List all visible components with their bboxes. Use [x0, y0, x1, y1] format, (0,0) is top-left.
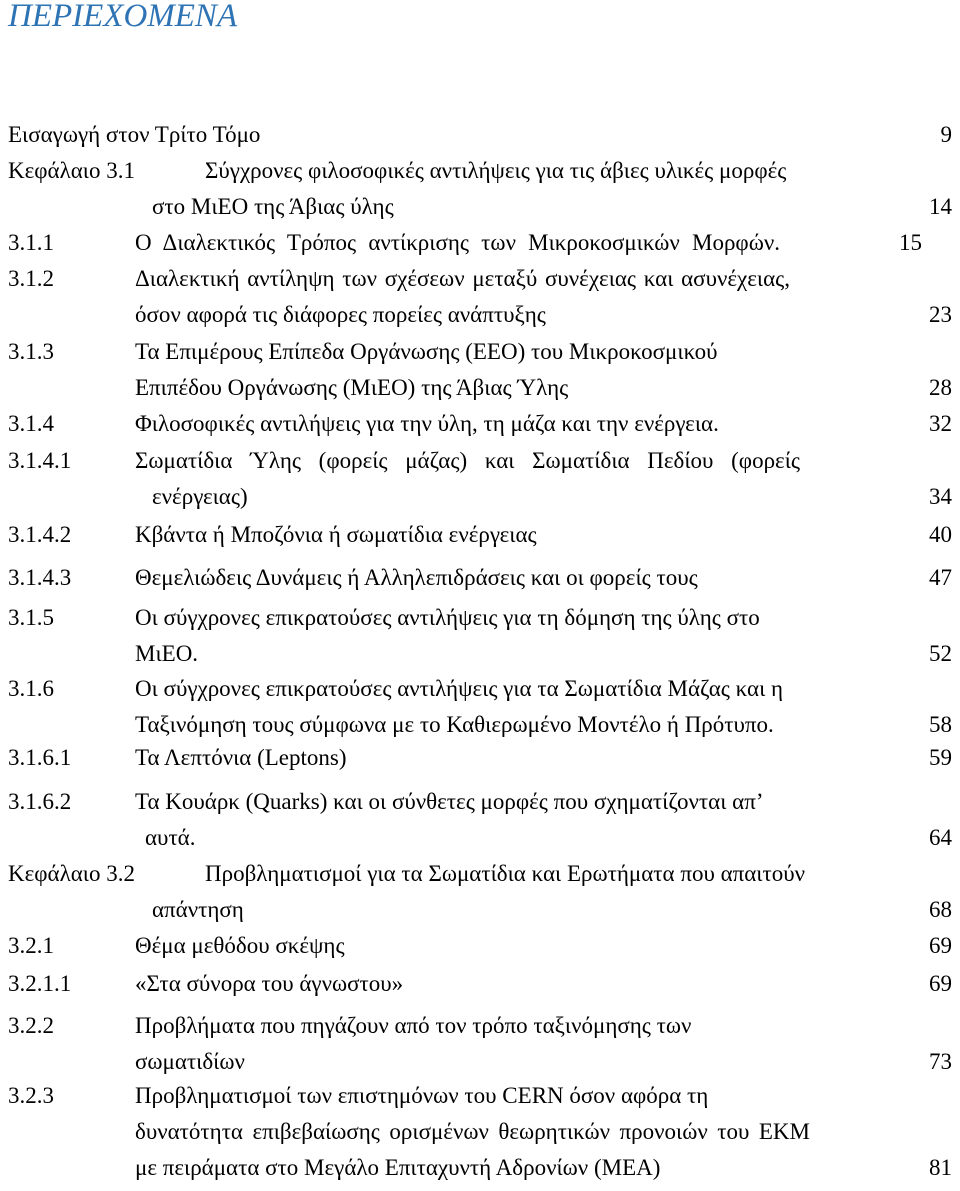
toc-entry-title: «Στα σύνορα του άγνωστου»: [135, 971, 404, 996]
toc-entry-title: Προβληματισμοί των επιστημόνων του CERN όσον αφόρα τη: [135, 1083, 709, 1108]
toc-entry-title: Σύγχρονες φιλοσοφικές αντιλήψεις για τις άβιες υλικές μορφές: [205, 158, 787, 183]
toc-entry-number: 3.1.1: [8, 230, 54, 255]
toc-entry-title: Τα Κουάρκ (Quarks) και οι σύνθετες μορφές που σχηματίζονται απ’: [135, 789, 764, 814]
toc-entry[interactable]: [0, 789, 960, 861]
toc-entry[interactable]: [0, 971, 960, 1007]
toc-entry-title: Προβλήματα που πηγάζουν από τον τρόπο ταξινόμησης των: [135, 1013, 692, 1038]
toc-entry[interactable]: [0, 861, 960, 933]
toc-entry[interactable]: [0, 933, 960, 969]
toc-page-number: 81: [929, 1155, 952, 1180]
toc-entry-number: Κεφάλαιο 3.1: [8, 158, 135, 183]
toc-entry[interactable]: [0, 411, 960, 447]
toc-entry-title: σωματιδίων: [135, 1049, 245, 1074]
toc-page-number: 23: [929, 302, 952, 327]
toc-page-number: 15: [899, 230, 922, 255]
toc-page-number: 52: [929, 641, 952, 666]
toc-entry-title: Οι σύγχρονες επικρατούσες αντιλήψεις για τη δόμηση της ύλης στο: [135, 605, 760, 630]
toc-page-number: 68: [929, 897, 952, 922]
toc-page-number: 28: [929, 375, 952, 400]
toc-entry[interactable]: [0, 448, 960, 520]
toc-entry[interactable]: [0, 605, 960, 677]
toc-entry-title: αυτά.: [145, 825, 196, 850]
toc-entry[interactable]: [0, 266, 960, 338]
toc-page-number: 58: [929, 712, 952, 737]
toc-entry-number: 3.1.2: [8, 266, 54, 291]
toc-entry-number: 3.1.3: [8, 339, 54, 364]
toc-entry-title: Φιλοσοφικές αντιλήψεις για την ύλη, τη μάζα και την ενέργεια.: [135, 411, 719, 436]
toc-page-number: 47: [929, 565, 952, 590]
toc-entry-title: Θέμα μεθόδου σκέψης: [135, 933, 345, 958]
toc-entry-title: Τα Λεπτόνια (Leptons): [135, 745, 347, 770]
toc-entry-title: στο ΜιΕΟ της Άβιας ύλης: [152, 194, 394, 219]
toc-entry-title: Θεμελιώδεις Δυνάμεις ή Αλληλεπιδράσεις και οι φορείς τους: [135, 565, 698, 590]
page-title: ΠΕΡΙΕΧΟΜΕΝΑ: [8, 0, 238, 34]
toc-page-number: 73: [929, 1049, 952, 1074]
toc-entry-number: 3.1.6.2: [8, 789, 72, 814]
toc-entry-title: Διαλεκτική αντίληψη των σχέσεων μεταξύ συνέχειας και ασυνέχειας,: [135, 266, 790, 291]
toc-entry-title: Οι σύγχρονες επικρατούσες αντιλήψεις για τα Σωματίδια Μάζας και η: [135, 676, 784, 701]
toc-page-number: 14: [929, 194, 952, 219]
toc-entry-title: όσον αφορά τις διάφορες πορείες ανάπτυξης: [135, 302, 546, 327]
toc-page-number: 69: [929, 971, 952, 996]
toc-page-number: 59: [929, 745, 952, 770]
toc-entry[interactable]: [0, 339, 960, 411]
toc-entry-number: 3.1.5: [8, 605, 54, 630]
toc-entry-number: Κεφάλαιο 3.2: [8, 861, 135, 886]
toc-entry-title: απάντηση: [152, 897, 244, 922]
toc-page-number: 32: [929, 411, 952, 436]
toc-entry-number: 3.2.3: [8, 1083, 54, 1108]
toc-entry-title: Ταξινόμηση τους σύμφωνα με το Καθιερωμένο Μοντέλο ή Πρότυπο.: [135, 712, 774, 737]
toc-entry[interactable]: [0, 745, 960, 781]
toc-entry-title: Τα Επιμέρους Επίπεδα Οργάνωσης (ΕΕΟ) του Μικροκοσμικού: [135, 339, 718, 364]
toc-entry-number: 3.2.2: [8, 1013, 54, 1038]
toc-entry-number: 3.1.4.1: [8, 448, 72, 473]
toc-entry[interactable]: [0, 158, 960, 230]
toc-page-number: 40: [929, 522, 952, 547]
toc-entry-title: Επιπέδου Οργάνωσης (ΜιΕΟ) της Άβιας Ύλης: [135, 375, 569, 400]
toc-entry-title: ενέργειας): [152, 484, 248, 509]
toc-page-number: 64: [929, 825, 952, 850]
toc-entry-number: 3.1.4.3: [8, 565, 72, 590]
toc-entry-title: Προβληματισμοί για τα Σωματίδια και Ερωτήματα που απαιτούν: [205, 861, 806, 886]
toc-entry[interactable]: [0, 522, 960, 558]
toc-entry[interactable]: [0, 230, 960, 266]
toc-page-number: 9: [940, 122, 952, 147]
toc-page-number: 34: [929, 484, 952, 509]
toc-entry[interactable]: [0, 565, 960, 601]
toc-entry-title: Εισαγωγή στον Τρίτο Τόμο: [8, 122, 261, 147]
toc-entry[interactable]: [0, 1013, 960, 1085]
toc-entry-number: 3.2.1: [8, 933, 54, 958]
toc-entry-title: Σωματίδια Ύλης (φορείς μάζας) και Σωματίδια Πεδίου (φορείς: [135, 448, 800, 473]
toc-entry-number: 3.1.6: [8, 676, 54, 701]
toc-entry-title: με πειράματα στο Μεγάλο Επιταχυντή Αδρονίων (ΜΕΑ): [135, 1155, 661, 1180]
toc-entry-number: 3.1.4.2: [8, 522, 72, 547]
toc-entry-title: Κβάντα ή Μποζόνια ή σωματίδια ενέργειας: [135, 522, 537, 547]
toc-entry-number: 3.2.1.1: [8, 971, 72, 996]
toc-page-number: 69: [929, 933, 952, 958]
toc-entry[interactable]: [0, 122, 960, 158]
toc-entry[interactable]: [0, 1083, 960, 1191]
toc-entry-title: δυνατότητα επιβεβαίωσης ορισμένων θεωρητικών προνοιών του ΕΚΜ: [135, 1119, 810, 1144]
toc-entry-number: 3.1.6.1: [8, 745, 72, 770]
toc-entry-title: Ο Διαλεκτικός Τρόπος αντίκρισης των Μικροκοσμικών Μορφών.: [135, 230, 780, 255]
toc-entry[interactable]: [0, 676, 960, 748]
toc-entry-title: ΜιΕΟ.: [135, 641, 199, 666]
toc-entry-number: 3.1.4: [8, 411, 54, 436]
